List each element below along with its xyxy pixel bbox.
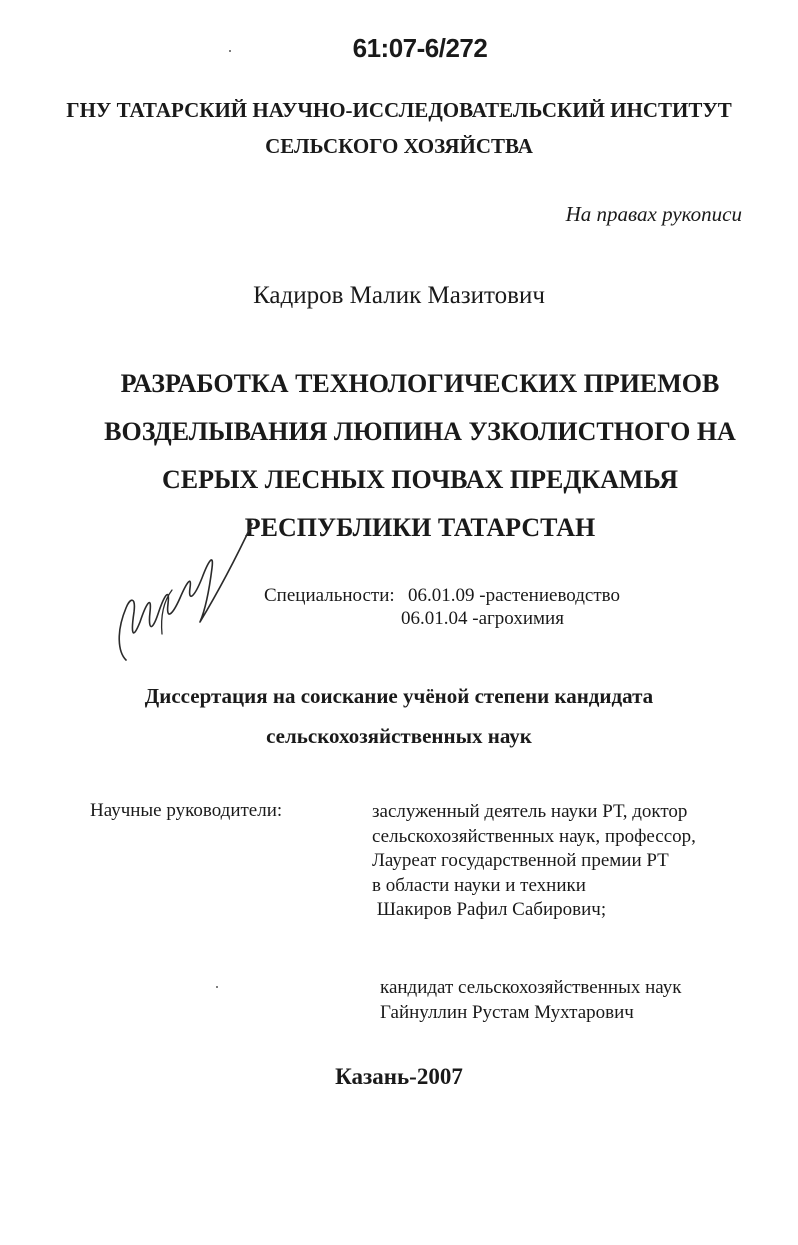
specialties-label: Специальности: <box>264 585 395 606</box>
specialty-item: 06.01.04 -агрохимия <box>401 608 564 629</box>
title-line-3: СЕРЫХ ЛЕСНЫХ ПОЧВАХ ПРЕДКАМЬЯ <box>161 465 679 494</box>
catalog-number: 61:07-6/272 <box>352 33 488 63</box>
supervisors-label: Научные руководители: <box>90 800 283 821</box>
title-line-1: РАЗРАБОТКА ТЕХНОЛОГИЧЕСКИХ ПРИЕМОВ <box>120 369 720 398</box>
handwritten-signature <box>96 512 276 672</box>
supervisor-first <box>372 800 696 923</box>
supervisor-first-line: Лауреат государственной премии РТ <box>372 850 669 871</box>
scan-speck <box>229 50 231 52</box>
thesis-line-1: Диссертация на соискание учёной степени кандидата <box>144 684 654 708</box>
author-name: Кадиров Малик Мазитович <box>253 282 545 309</box>
institute-line-1: ГНУ ТАТАРСКИЙ НАУЧНО-ИССЛЕДОВАТЕЛЬСКИЙ ИНСТИТУТ <box>66 98 732 122</box>
supervisor-second-line: кандидат сельскохозяйственных наук <box>380 977 682 998</box>
institute-line-2: СЕЛЬСКОГО ХОЗЯЙСТВА <box>265 134 533 158</box>
scan-speck <box>216 986 218 988</box>
supervisor-first-line: заслуженный деятель науки РТ, доктор <box>372 801 688 822</box>
supervisor-first-line: Шакиров Рафил Сабирович; <box>372 899 607 920</box>
supervisor-first-line: в области науки и техники <box>372 874 586 896</box>
thesis-line-2: сельскохозяйственных наук <box>266 724 532 748</box>
title-line-4: РЕСПУБЛИКИ ТАТАРСТАН <box>244 513 596 542</box>
manuscript-rights: На правах рукописи <box>565 202 742 226</box>
specialty-item: 06.01.09 -растениеводство <box>408 585 620 606</box>
supervisor-second <box>380 976 681 1025</box>
supervisor-second-line: Гайнуллин Рустам Мухтарович <box>380 1001 634 1023</box>
title-line-2: ВОЗДЕЛЫВАНИЯ ЛЮПИНА УЗКОЛИСТНОГО НА <box>104 417 736 446</box>
place-year: Казань-2007 <box>335 1064 463 1089</box>
institute-name <box>0 92 798 164</box>
supervisor-first-line: сельскохозяйственных наук, профессор, <box>372 825 696 847</box>
thesis-description <box>0 676 798 756</box>
